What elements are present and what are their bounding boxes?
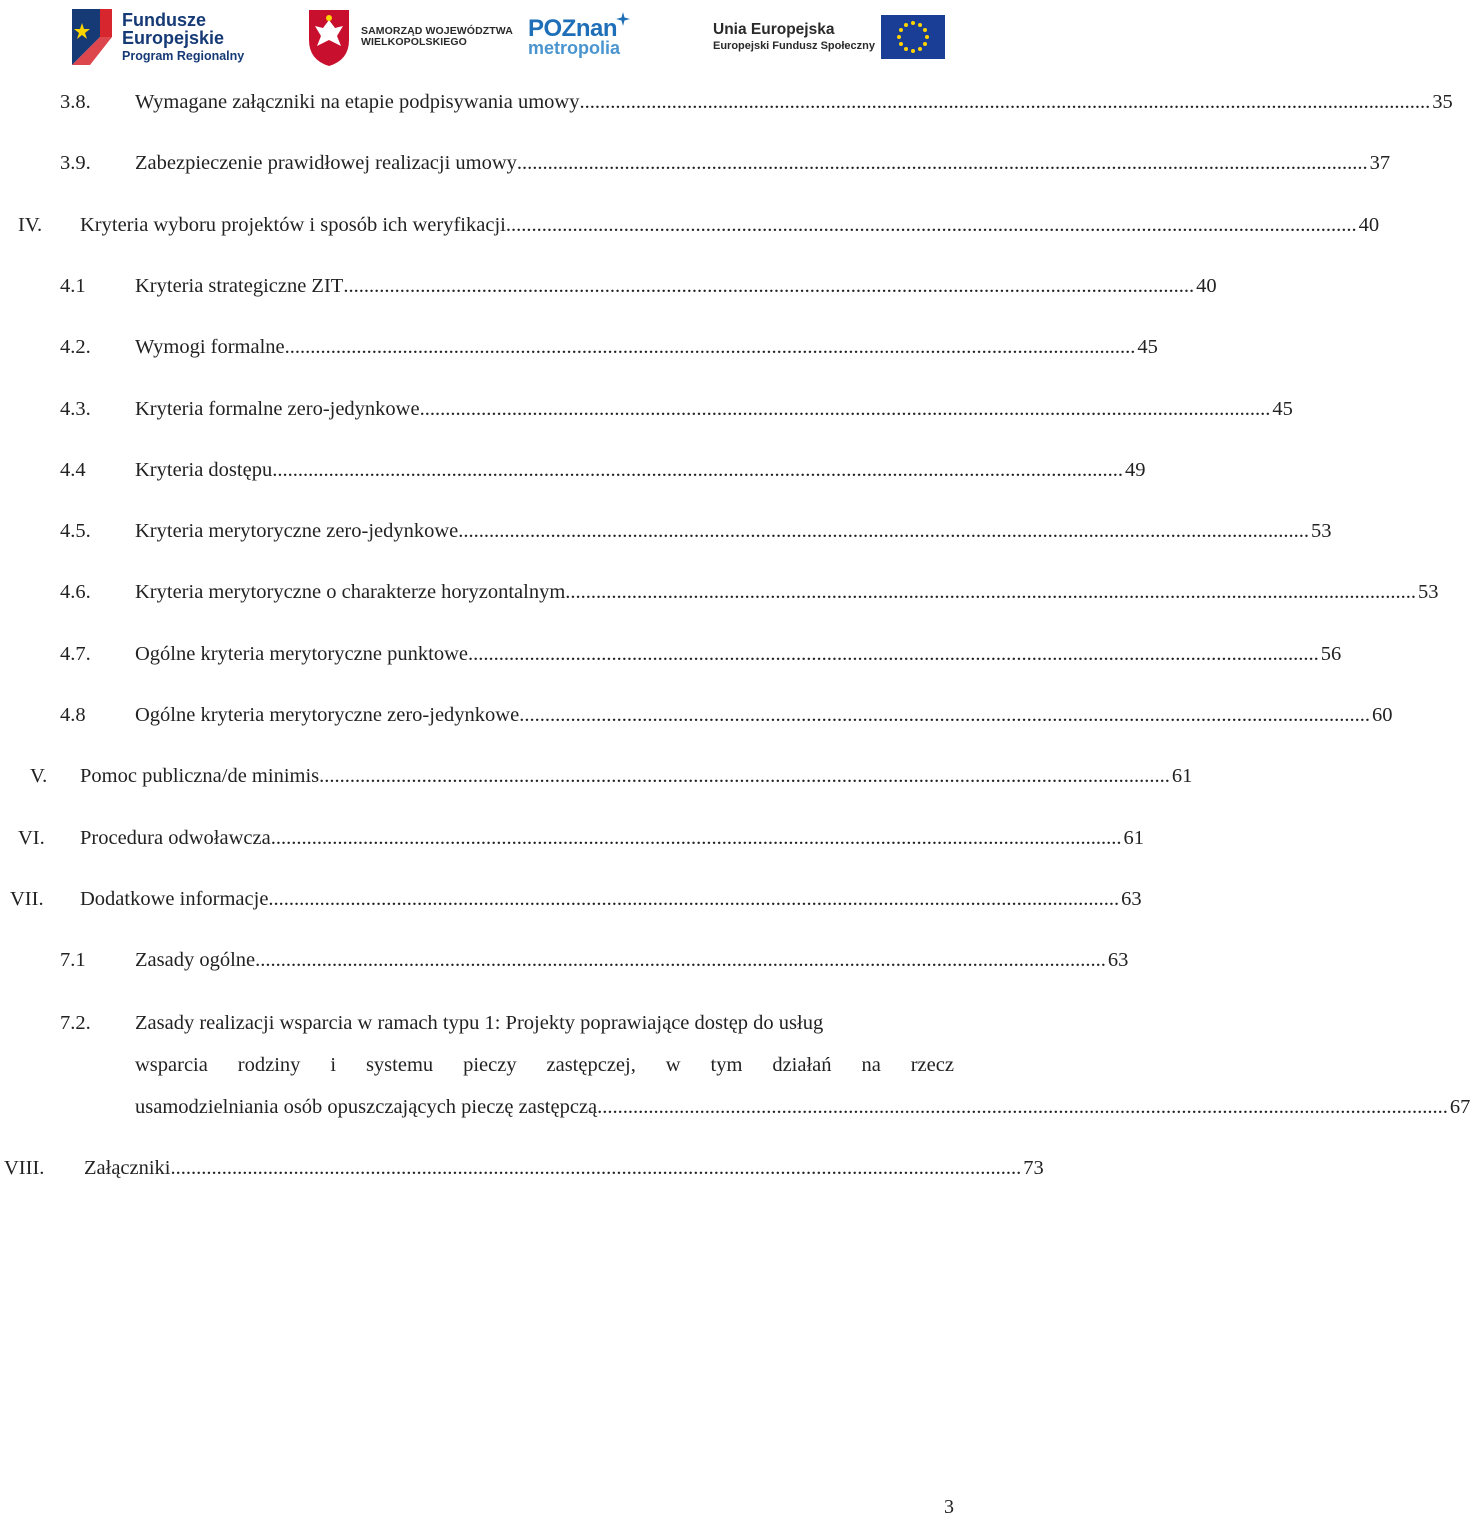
fe-text-line1: Fundusze [122,9,206,30]
toc-title: Kryteria merytoryczne o charakterze horyzontalnym [135,581,566,604]
toc-entry-7-2[interactable] [0,1003,1470,1129]
toc-title: Wymogi formalne [135,336,285,359]
toc-title: Kryteria formalne zero-jedynkowe [135,397,420,420]
toc-page-number: 35 [1432,91,1453,113]
toc-entry[interactable] [0,818,1144,858]
toc-title: Procedura odwoławcza [80,826,271,849]
toc-number: 4.4 [60,458,86,481]
toc-entry[interactable] [0,266,1217,306]
wielkopolska-logo [305,2,515,72]
star-icon [616,12,630,26]
toc-number: 3.9. [60,152,91,175]
toc-title-line3 [135,1087,1470,1127]
toc-dot-leader: ...................................................................................................................................................................... [565,581,1417,604]
toc-dot-leader: ...................................................................................................................................................................... [255,949,1106,972]
wielkopolska-coat-of-arms-icon [305,6,353,68]
toc-title: usamodzielniania osób opuszczających pieczę zastępczą [135,1096,598,1118]
toc-dot-leader: ...................................................................................................................................................................... [597,1096,1448,1118]
toc-number: 4.7. [60,642,91,665]
toc-title: Pomoc publiczna/de minimis [80,765,320,788]
toc-title-word: i [330,1054,337,1076]
toc-page-number: 45 [1272,397,1293,420]
toc-number: 7.1 [60,949,86,972]
toc-page-number: 53 [1418,581,1439,604]
toc-entry[interactable] [0,389,1293,429]
pzn-text-line2: metropolia [528,38,621,59]
toc-entry-viii[interactable] [0,1148,1044,1188]
toc-title-line2 [135,1045,954,1085]
toc-title-word: wsparcia [135,1054,208,1076]
toc-page-number: 40 [1196,274,1217,297]
toc-entry[interactable] [0,756,1193,796]
toc-page-number: 45 [1137,336,1158,359]
ue-text-line1: Unia Europejska [713,20,835,38]
toc-title: Kryteria dostępu [135,458,273,481]
toc-page-number: 67 [1449,1096,1470,1118]
toc-page-number: 73 [1023,1157,1044,1179]
toc-dot-leader: ...................................................................................................................................................................... [516,152,1368,175]
toc-page-number: 49 [1124,458,1146,481]
toc-dot-leader: ...................................................................................................................................................................... [419,397,1271,420]
toc-dot-leader: ...................................................................................................................................................................... [319,765,1170,788]
toc-title-word: rodziny [237,1054,301,1076]
wlk-text-line2: WIELKOPOLSKIEGO [361,36,467,48]
poznan-metropolia-logo [528,2,668,72]
toc-page-number: 61 [1123,826,1144,849]
toc-title-word: rzecz [910,1054,954,1076]
toc-title-word: w [665,1054,681,1076]
fe-text-line3: Program Regionalny [122,49,245,64]
toc-dot-leader: ...................................................................................................................................................................... [268,887,1120,910]
toc-page-number: 61 [1171,765,1193,788]
toc-entry[interactable] [0,511,1332,551]
toc-title: Zasady ogólne [135,949,256,972]
toc-title-word: tym [710,1054,743,1076]
toc-number: 3.8. [60,91,91,113]
toc-number: 4.3. [60,397,91,420]
toc-number: 4.2. [60,336,91,359]
toc-dot-leader: ...................................................................................................................................................................... [272,458,1123,481]
toc-number: V. [30,765,48,788]
toc-page-number: 37 [1369,152,1391,175]
toc-entry[interactable] [0,327,1158,367]
toc-title: Kryteria strategiczne ZIT [135,274,344,297]
toc-title-line1: Zasady realizacji wsparcia w ramach typu 1: Projekty poprawiające dostęp do usług [135,1012,824,1034]
toc-title: Załączniki [84,1157,171,1179]
toc-dot-leader: ...................................................................................................................................................................... [519,704,1370,726]
header-logo-bar [0,0,960,76]
toc-dot-leader: ...................................................................................................................................................................... [468,642,1319,665]
page-number: 3 [944,1496,954,1518]
toc-entry[interactable] [0,572,1439,612]
toc-title: Ogólne kryteria merytoryczne zero-jedynkowe [135,704,520,726]
toc-number: 4.8 [60,704,86,726]
ue-text-line2: Europejski Fundusz Społeczny [713,39,875,52]
toc-entry[interactable] [0,695,1393,735]
toc-number: 4.6. [60,581,91,604]
toc-page-number: 53 [1311,520,1332,543]
toc-title: Kryteria merytoryczne zero-jedynkowe [135,520,459,543]
toc-dot-leader: ...................................................................................................................................................................... [505,213,1357,236]
toc-page-number: 63 [1121,887,1142,910]
toc-number: 4.5. [60,520,91,543]
toc-title: Zabezpieczenie prawidłowej realizacji umowy [135,152,517,175]
toc-title-word: systemu [365,1054,434,1076]
toc-dot-leader: ...................................................................................................................................................................... [458,520,1310,543]
toc-title-word: działań [772,1054,832,1076]
toc-title-word: zastępczej, [546,1054,636,1076]
toc-page-number: 56 [1320,642,1342,665]
toc-page-number: 63 [1107,949,1129,972]
toc-number: VIII. [4,1157,45,1179]
fe-emblem-icon [70,5,114,69]
toc-number: IV. [18,213,43,236]
toc-title: Ogólne kryteria merytoryczne punktowe [135,642,469,665]
toc-dot-leader: ...................................................................................................................................................................... [343,274,1195,297]
pzn-text-line1: POZnan [528,14,618,42]
toc-dot-leader: ...................................................................................................................................................................... [270,826,1122,849]
toc-entry[interactable] [0,205,1380,245]
toc-entry[interactable] [0,82,1453,122]
toc-entry[interactable] [0,143,1391,183]
toc-title: Wymagane załączniki na etapie podpisywania umowy [135,91,580,113]
toc-number: VI. [18,826,45,849]
toc-title-word: pieczy [463,1054,517,1076]
toc-title-word: na [861,1054,881,1076]
toc-dot-leader: ...................................................................................................................................................................... [579,91,1431,113]
fe-text-line2: Europejskie [122,28,225,49]
unia-europejska-logo [713,2,958,72]
toc-entry[interactable] [0,450,1146,490]
toc-page-number: 40 [1358,213,1380,236]
toc-entry[interactable] [0,879,1142,919]
toc-title: Kryteria wyboru projektów i sposób ich weryfikacji [80,213,506,236]
toc-entry[interactable] [0,634,1342,674]
toc-entry[interactable] [0,940,1129,980]
fundusze-europejskie-logo [70,2,270,72]
toc-dot-leader: ...................................................................................................................................................................... [284,336,1136,359]
toc-title: Dodatkowe informacje [80,887,269,910]
toc-number: 7.2. [60,1012,91,1034]
toc-page-number: 60 [1371,704,1393,726]
toc-number: VII. [10,887,44,910]
toc-number: 4.1 [60,274,86,297]
eu-flag-icon [881,15,945,59]
wlk-text-line1: SAMORZĄD WOJEWÓDZTWA [361,24,513,37]
toc-dot-leader: ...................................................................................................................................................................... [170,1157,1022,1179]
